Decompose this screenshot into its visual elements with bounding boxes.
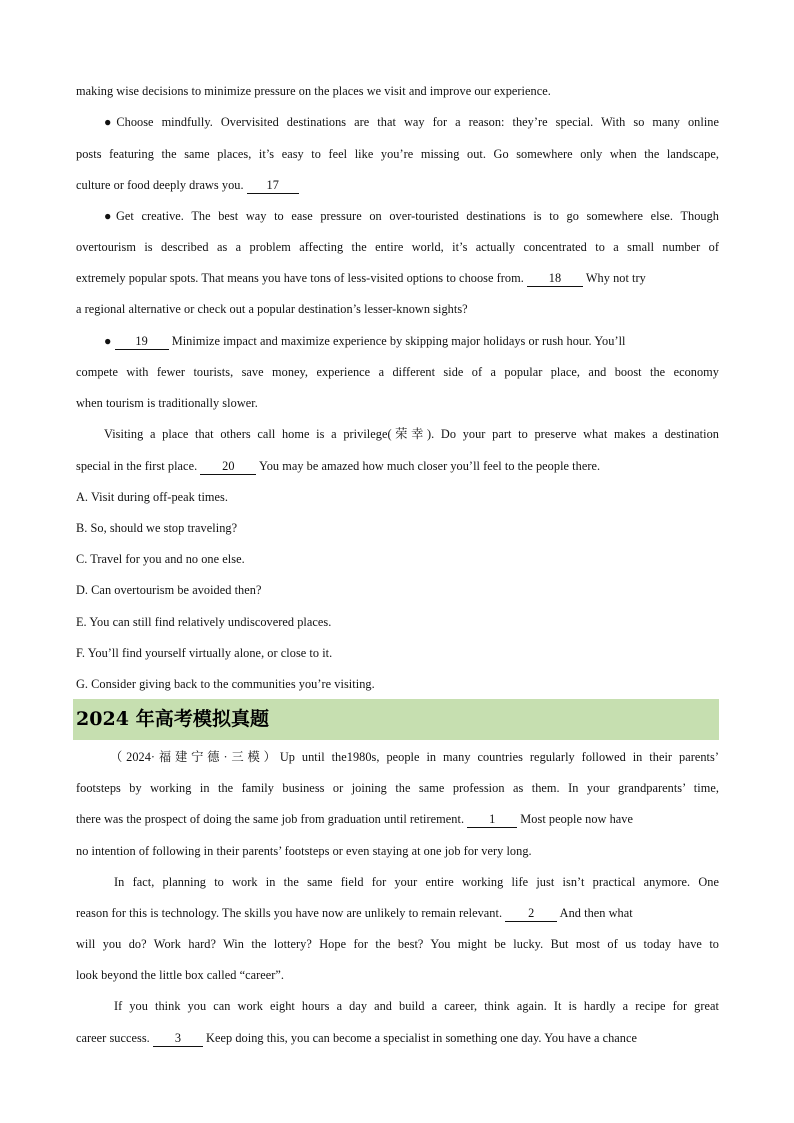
text: And then what: [557, 906, 633, 920]
closing-paragraph-line-1: [104, 425, 719, 443]
option-g: G. Consider giving back to the communities you’re visiting.: [76, 677, 375, 691]
bullet-get-creative-line-3: [76, 269, 719, 287]
closing-paragraph-line-2: [76, 457, 719, 475]
bullet-get-creative-line-1: [104, 207, 719, 225]
option-b: B. So, should we stop traveling?: [76, 521, 238, 535]
text: reason for this is technology. The skills you have now are unlikely to remain relevant.: [76, 906, 506, 920]
passage-2-p1-line-2: footsteps by working in the family business or joining the same profession as them. In your grandparents’ time,: [76, 781, 719, 795]
option-f: F. You’ll find yourself virtually alone, or close to it.: [76, 646, 333, 660]
text: culture or food deeply draws you.: [76, 178, 247, 192]
bullet-get-creative-line-4: a regional alternative or check out a popular destination’s lesser-known sights?: [76, 302, 468, 316]
answer-blank-3[interactable]: 3: [153, 1031, 203, 1047]
answer-blank-19[interactable]: 19: [115, 334, 169, 350]
bullet-choose-mindfully-line-3: [76, 176, 719, 194]
bullet-off-peak-line-2: compete with fewer tourists, save money, experience a different side of a popular place, and boost the economy: [76, 365, 719, 379]
text: special in the first place.: [76, 459, 201, 473]
section-heading: 2024 年高考模拟真题: [76, 708, 270, 730]
option-a: A. Visit during off-peak times.: [76, 490, 229, 504]
section-heading-bar: [73, 699, 719, 740]
text: ●Choose mindfully. Overvisited destinations are that way for a reason: they’re special. With so many online: [104, 115, 719, 129]
option-d: D. Can overtourism be avoided then?: [76, 583, 262, 597]
passage-2-p2-line-2: [76, 904, 719, 922]
text: Keep doing this, you can become a specialist in something one day. You have a chance: [202, 1031, 638, 1045]
text: there was the prospect of doing the same job from graduation until retirement.: [76, 812, 468, 826]
text: You may be amazed how much closer you’ll feel to the people there.: [256, 459, 601, 473]
text: In fact, planning to work in the same field for your entire working life just isn’t practical anymore. One: [114, 875, 719, 889]
option-e: E. You can still find relatively undiscovered places.: [76, 615, 332, 629]
bullet-choose-mindfully-line-2: posts featuring the same places, it’s easy to feel like you’re missing out. Go somewhere only when the landscape,: [76, 147, 719, 161]
paragraph-line: making wise decisions to minimize pressure on the places we visit and improve our experience.: [76, 84, 551, 98]
passage-2-p1-line-4: no intention of following in their parents’ footsteps or even staying at one job for very long.: [76, 844, 532, 858]
bullet-choose-mindfully-line-1: [104, 113, 719, 131]
passage-2-p1-line-3: [76, 810, 719, 828]
passage-2-p2-line-4: look beyond the little box called “career”.: [76, 968, 285, 982]
passage-2-p1-line-1: [110, 748, 719, 766]
bullet-get-creative-line-2: overtourism is described as a problem affecting the entire world, it’s actually concentrated to a small number of: [76, 240, 719, 254]
text: ●Get creative. The best way to ease pressure on over-touristed destinations is to go somewhere else. Though: [104, 209, 719, 223]
text: Why not try: [582, 271, 646, 285]
answer-blank-1[interactable]: 1: [467, 812, 517, 828]
passage-2-p2-line-3: will you do? Work hard? Win the lottery? Hope for the best? You might be lucky. But most of us today have to: [76, 937, 719, 951]
answer-blank-17[interactable]: 17: [247, 178, 299, 194]
passage-2-p2-line-1: [114, 873, 719, 891]
text: career success.: [76, 1031, 153, 1045]
bullet-off-peak-line-1: [104, 332, 719, 350]
passage-2-p3-line-2: [76, 1029, 719, 1047]
answer-blank-2[interactable]: 2: [505, 906, 557, 922]
text: Most people now have: [517, 812, 633, 826]
text: extremely popular spots. That means you have tons of less-visited options to choose from.: [76, 271, 527, 285]
answer-blank-18[interactable]: 18: [527, 271, 583, 287]
text: Minimize impact and maximize experience by skipping major holidays or rush hour. You’ll: [168, 334, 626, 348]
text: Visiting a place that others call home is a privilege(荣幸). Do your part to preserve what makes a destination: [104, 427, 719, 441]
passage-2-p3-line-1: [114, 997, 719, 1015]
option-c: C. Travel for you and no one else.: [76, 552, 245, 566]
text: ●: [104, 334, 115, 348]
answer-blank-20[interactable]: 20: [200, 459, 256, 475]
text: If you think you can work eight hours a day and build a career, think again. It is hardly a recipe for great: [114, 999, 719, 1013]
bullet-off-peak-line-3: when tourism is traditionally slower.: [76, 396, 258, 410]
text: （2024·福建宁德·三模）Up until the1980s, people in many countries regularly followed in their parents’: [110, 750, 719, 764]
